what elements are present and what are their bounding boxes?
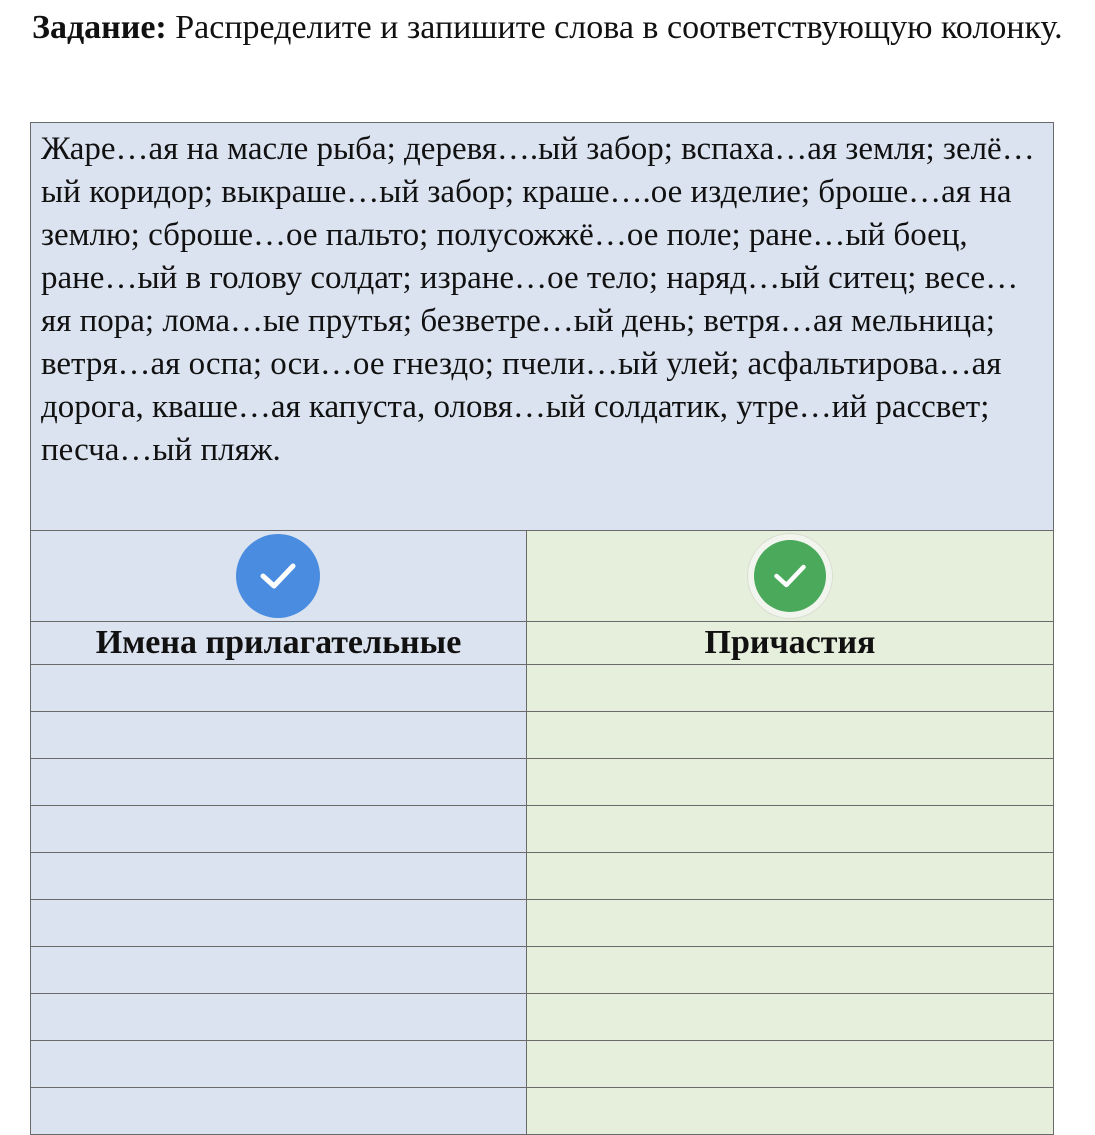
answer-row: [31, 759, 1053, 806]
adjective-answer-cell[interactable]: [31, 665, 527, 712]
answer-row: [31, 806, 1053, 853]
answer-rows: [31, 665, 1053, 1135]
participle-answer-cell[interactable]: [527, 853, 1053, 900]
participle-answer-cell[interactable]: [527, 900, 1053, 947]
adjective-answer-cell[interactable]: [31, 994, 527, 1041]
adjective-answer-cell[interactable]: [31, 1041, 527, 1088]
adjective-answer-cell[interactable]: [31, 947, 527, 994]
adjectives-header: Имена прилагательные: [31, 622, 527, 665]
icon-row: [31, 531, 1053, 622]
participle-answer-cell[interactable]: [527, 759, 1053, 806]
participle-answer-cell[interactable]: [527, 665, 1053, 712]
check-circle-blue-icon: [236, 534, 320, 618]
right-icon-cell: [527, 531, 1053, 622]
answer-row: [31, 947, 1053, 994]
adjective-answer-cell[interactable]: [31, 806, 527, 853]
adjective-answer-cell[interactable]: [31, 853, 527, 900]
participle-answer-cell[interactable]: [527, 947, 1053, 994]
answer-row: [31, 900, 1053, 947]
participle-answer-cell[interactable]: [527, 1041, 1053, 1088]
answer-row: [31, 1041, 1053, 1088]
worksheet-table: [30, 122, 1054, 1135]
adjective-answer-cell[interactable]: [31, 900, 527, 947]
participle-answer-cell[interactable]: [527, 712, 1053, 759]
answer-row: [31, 712, 1053, 759]
task-statement: [32, 4, 1072, 52]
answer-row: [31, 665, 1053, 712]
left-icon-cell: [31, 531, 527, 622]
answer-row: [31, 994, 1053, 1041]
participles-header: Причастия: [527, 622, 1053, 665]
column-headers: [31, 622, 1053, 665]
task-text: Распределите и запишите слова в соответствующую колонку.: [166, 9, 1063, 46]
participle-answer-cell[interactable]: [527, 806, 1053, 853]
task-label: Задание:: [32, 9, 167, 46]
participle-answer-cell[interactable]: [527, 994, 1053, 1041]
answer-row: [31, 853, 1053, 900]
adjective-answer-cell[interactable]: [31, 712, 527, 759]
check-circle-green-icon: [754, 540, 826, 612]
word-list: Жаре…ая на масле рыба; деревя….ый забор; вспаха…ая земля; зелё…ый коридор; выкраше…ый забор; краше….ое изделие; броше…ая на землю; сброше…ое пальто; полусожжё…ое поле; ране…ый боец, ране…ый в голову солдат; изране…ое тело; наряд…ый ситец; весе…яя пора; лома…ые прутья; безветре…ый день; ветря…ая мельница; ветря…ая оспа; оси…ое гнездо; пчели…ый улей; асфальтирова…ая дорога, кваше…ая капуста, оловя…ый солдатик, утре…ий рассвет; песча…ый пляж.: [31, 123, 1053, 531]
adjective-answer-cell[interactable]: [31, 759, 527, 806]
